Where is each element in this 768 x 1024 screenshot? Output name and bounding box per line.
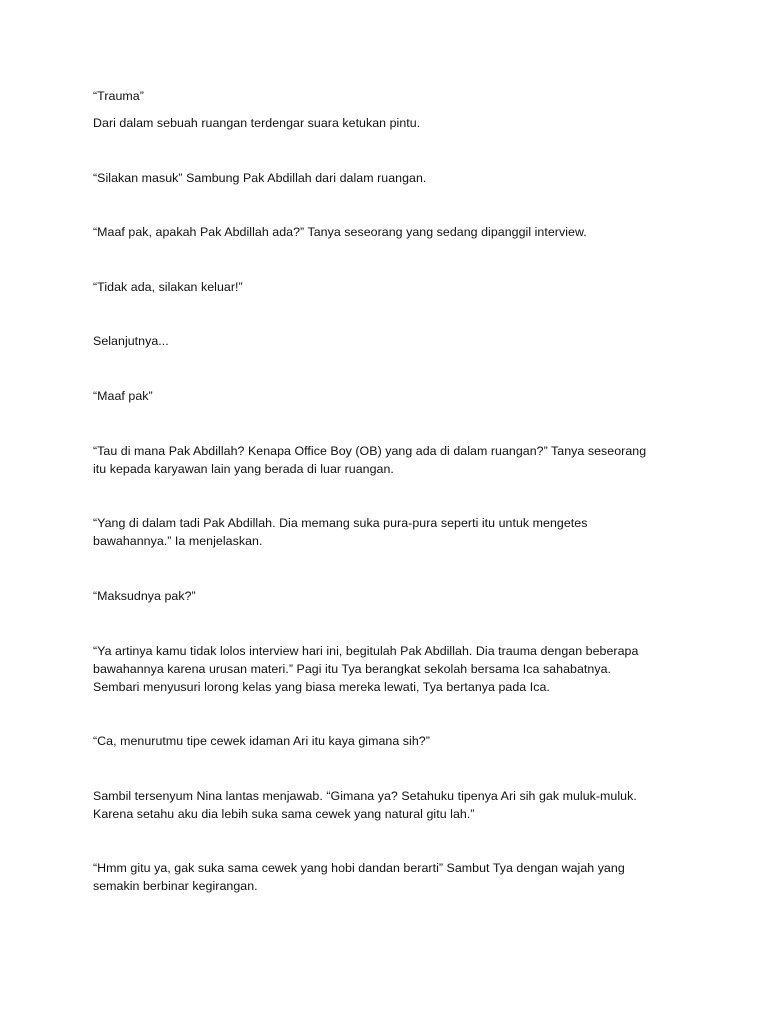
paragraph [93, 859, 693, 895]
text-line: “Tidak ada, silakan keluar!” [93, 280, 243, 294]
text-line: bawahannya karena urusan materi.” Pagi itu Tya berangkat sekolah bersama Ica sahabatnya. [93, 662, 612, 676]
text-line: Selanjutnya... [93, 334, 169, 348]
text-line: “Maaf pak” [93, 389, 153, 403]
paragraph [93, 732, 693, 750]
text-line: “Silakan masuk” Sambung Pak Abdillah dari dalam ruangan. [93, 171, 427, 185]
paragraph [93, 642, 693, 696]
text-line: Karena setahu aku dia lebih suka sama cewek yang natural gitu lah.” [93, 807, 475, 821]
text-line: itu kepada karyawan lain yang berada di luar ruangan. [93, 462, 394, 476]
paragraph [93, 114, 693, 132]
paragraph [93, 442, 693, 478]
text-line: Sambil tersenyum Nina lantas menjawab. “Gimana ya? Setahuku tipenya Ari sih gak muluk-muluk. [93, 789, 637, 803]
paragraph [93, 169, 693, 187]
text-line: “Ya artinya kamu tidak lolos interview hari ini, begitulah Pak Abdillah. Dia trauma dengan beberapa [93, 644, 639, 658]
paragraph [93, 332, 693, 350]
paragraph [93, 278, 693, 296]
text-line: “Maaf pak, apakah Pak Abdillah ada?” Tanya seseorang yang sedang dipanggil interview. [93, 225, 587, 239]
text-line: semakin berbinar kegirangan. [93, 879, 258, 893]
text-line: “Trauma” [93, 89, 144, 103]
text-line: bawahannya.” Ia menjelaskan. [93, 534, 263, 548]
paragraph [93, 787, 693, 823]
text-line: “Yang di dalam tadi Pak Abdillah. Dia memang suka pura-pura seperti itu untuk mengetes [93, 516, 588, 530]
text-line: Dari dalam sebuah ruangan terdengar suara ketukan pintu. [93, 116, 421, 130]
paragraph [93, 223, 693, 241]
text-line: “Ca, menurutmu tipe cewek idaman Ari itu kaya gimana sih?” [93, 734, 430, 748]
paragraph [93, 387, 693, 405]
text-line: “Hmm gitu ya, gak suka sama cewek yang hobi dandan berarti” Sambut Tya dengan wajah yang [93, 861, 625, 875]
text-line: Sembari menyusuri lorong kelas yang biasa mereka lewati, Tya bertanya pada Ica. [93, 680, 550, 694]
text-line: “Tau di mana Pak Abdillah? Kenapa Office Boy (OB) yang ada di dalam ruangan?” Tanya seseorang [93, 444, 647, 458]
text-line: “Maksudnya pak?” [93, 589, 196, 603]
paragraph [93, 514, 693, 550]
paragraph-title [93, 87, 693, 105]
paragraph [93, 587, 693, 605]
